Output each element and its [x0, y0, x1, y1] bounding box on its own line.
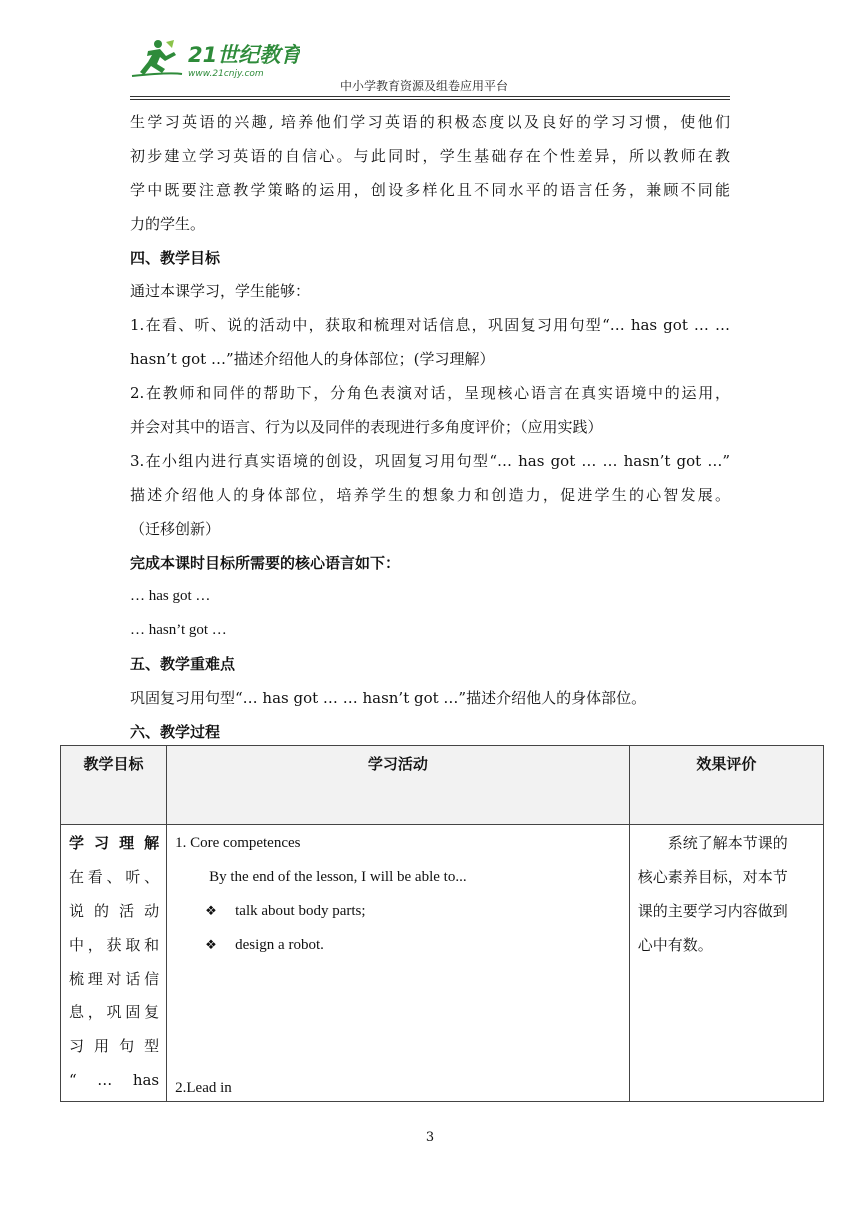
evaluation-line: 系统了解本节课的	[637, 834, 788, 852]
goal-line: 息，巩固复	[69, 1003, 160, 1022]
text-line: 并会对其中的语言、行为以及同伴的表现进行多角度评价；（应用实践）	[130, 418, 603, 437]
text-line: 通过本课学习，学生能够：	[130, 282, 311, 301]
evaluation-line: 课的主要学习内容做到	[637, 901, 788, 920]
document-body	[130, 110, 730, 754]
text-line: 力的学生。	[130, 214, 206, 233]
text-line: 3.在小组内进行真实语境的创设，巩固复习用句型“… has got … … hasn’t got …”	[130, 451, 730, 470]
platform-name: 中小学教育资源及组卷应用平台	[340, 79, 509, 93]
activity-title: 1. Core competences	[175, 835, 301, 851]
goal-line: 中，获取和	[69, 935, 160, 954]
table-header-row	[61, 746, 824, 825]
page-number: 3	[425, 1130, 435, 1145]
lead-in-heading: 2.Lead in	[175, 1080, 232, 1096]
header-evaluation: 效果评价	[629, 746, 823, 825]
runner-icon	[140, 40, 176, 75]
diamond-bullet-icon: ❖	[205, 902, 217, 918]
goal-line: 说 的 活 动	[69, 901, 160, 920]
header-rule-double	[130, 99, 730, 100]
evaluation-line: 心中有数。	[637, 935, 713, 954]
text-line: 2.在教师和同伴的帮助下，分角色表演对话，呈现核心语言在真实语境中的运用，	[130, 384, 730, 403]
bullet-item: ❖ design a robot.	[175, 933, 621, 967]
text-line: … has got …	[130, 588, 211, 605]
text-line: hasn’t got …”描述介绍他人的身体部位；(学习理解）	[130, 350, 495, 369]
teaching-process-table	[60, 745, 824, 1102]
bullet-item: ❖ talk about body parts;	[175, 899, 621, 933]
table-row	[61, 825, 824, 1102]
activity-cell	[167, 825, 630, 1102]
evaluation-cell	[629, 825, 823, 1102]
header-rule	[130, 96, 730, 97]
text-line: 巩固复习用句型“… has got … … hasn’t got …”描述介绍他人的身体部位。	[130, 689, 647, 708]
section-heading: 六、教学过程	[130, 723, 221, 742]
text-line: 学中既要注意教学策略的运用，创设多样化且不同水平的语言任务，兼顾不同能	[130, 180, 730, 199]
goal-line: 梳理对话信	[69, 969, 160, 988]
section-heading: 完成本课时目标所需要的核心语言如下：	[130, 553, 401, 572]
evaluation-line: 核心素养目标，对本节	[637, 867, 788, 886]
goal-category: 学习理解	[69, 834, 160, 852]
activity-intro: By the end of the lesson, I will be able to...	[209, 868, 467, 885]
text-line: … hasn’t got …	[130, 622, 227, 639]
logo-text: 21世纪教育	[188, 43, 300, 67]
section-heading: 五、教学重难点	[130, 655, 236, 674]
goal-line: “ … has	[69, 1071, 160, 1090]
site-logo	[130, 38, 300, 80]
goal-line: 习 用 句 型	[69, 1037, 160, 1056]
text-line: 生学习英语的兴趣, 培养他们学习英语的积极态度以及良好的学习习惯，使他们	[130, 113, 730, 131]
text-line: 初步建立学习英语的自信心。与此同时，学生基础存在个性差异，所以教师在教	[130, 146, 730, 165]
section-heading: 四、教学目标	[130, 248, 221, 267]
text-line: 描述介绍他人的身体部位，培养学生的想象力和创造力，促进学生的心智发展。	[130, 485, 730, 504]
diamond-bullet-icon: ❖	[205, 936, 217, 952]
goal-cell	[61, 825, 167, 1102]
goal-line: 在看、听、	[69, 867, 160, 886]
header-activity: 学习活动	[167, 746, 630, 825]
header-goal: 教学目标	[61, 746, 167, 825]
text-line: （迁移创新）	[130, 519, 221, 538]
text-line: 1.在看、听、说的活动中，获取和梳理对话信息，巩固复习用句型“… has got … …	[130, 316, 730, 335]
logo-url: www.21cnjy.com	[188, 69, 264, 79]
